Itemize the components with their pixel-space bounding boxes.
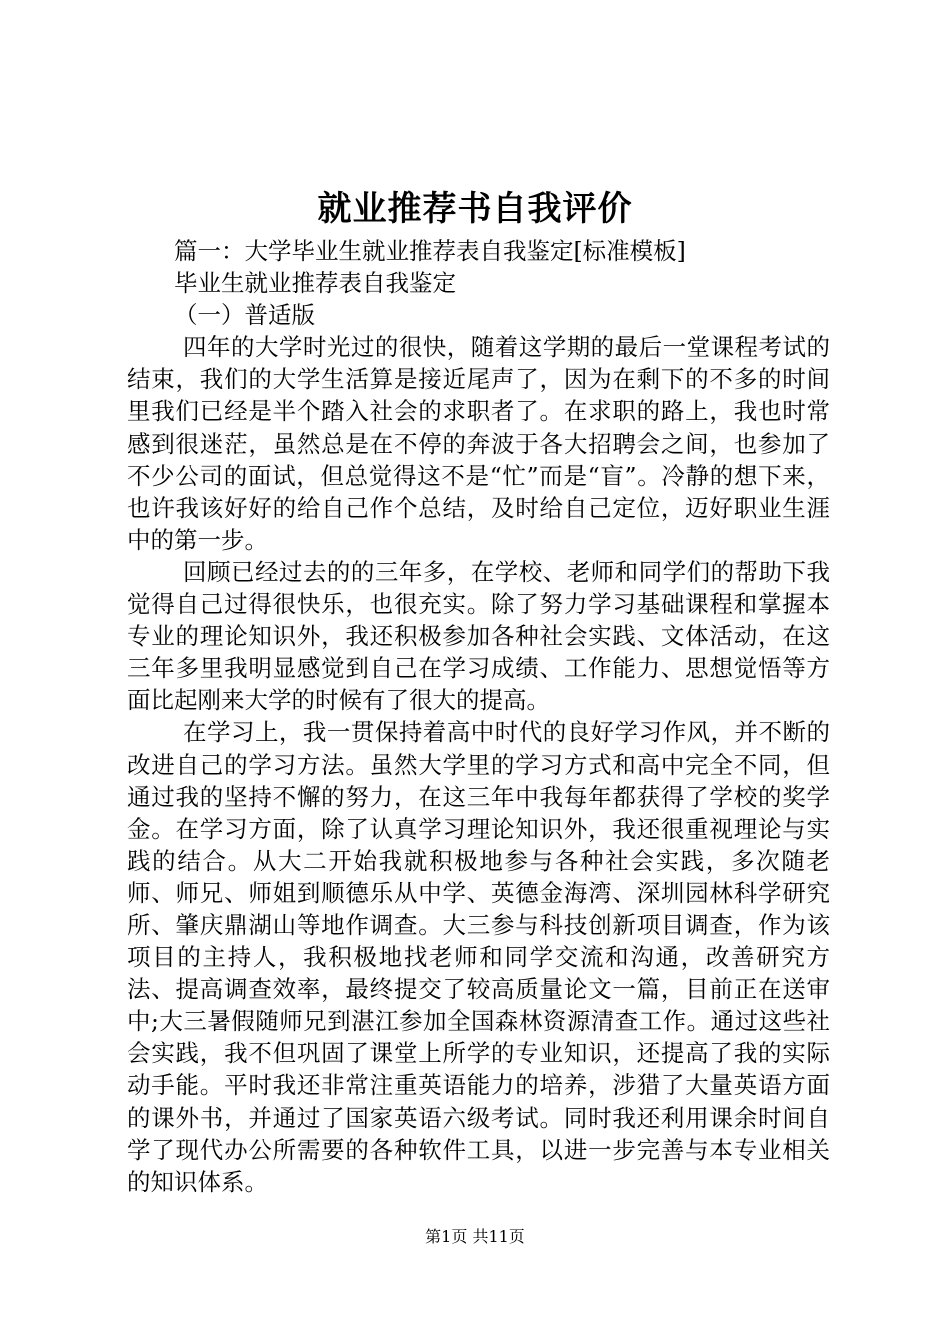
body-paragraph: 四年的大学时光过的很快，随着这学期的最后一堂课程考试的结束，我们的大学生活算是接近尾声了，因为在剩下的不多的时间里我们已经是半个踏入社会的求职者了。在求职的路上，我也时常感到很迷茫，虽然总是在不停的奔波于各大招聘会之间，也参加了不少公司的面试，但总觉得这不是“忙”而是“盲”。冷静的想下来，也许我该好好的给自己作个总结，及时给自己定位，迈好职业生涯中的第一步。 <box>127 333 830 554</box>
body-paragraph: 在学习上，我一贯保持着高中时代的良好学习作风，并不断的改进自己的学习方法。虽然大学里的学习方式和高中完全不同，但通过我的坚持不懈的努力，在这三年中我每年都获得了学校的奖学金。在学习方面，除了认真学习理论知识外，我还很重视理论与实践的结合。从大二开始我就积极地参与各种社会实践，多次随老师、师兄、师姐到顺德乐从中学、英德金海湾、深圳园林科学研究所、肇庆鼎湖山等地作调查。大三参与科技创新项目调查，作为该项目的主持人，我积极地找老师和同学交流和沟通，改善研究方法、提高调查效率，最终提交了较高质量论文一篇，目前正在送审中;大三暑假随师兄到湛江参加全国森林资源清查工作。通过这些社会实践，我不但巩固了课堂上所学的专业知识，还提高了我的实际动手能。平时我还非常注重英语能力的培养，涉猎了大量英语方面的课外书，并通过了国家英语六级考试。同时我还利用课余时间自学了现代办公所需要的各种软件工具，以进一步完善与本专业相关的知识体系。 <box>127 718 830 1196</box>
page-number-footer: 第1页 共11页 <box>425 1227 525 1246</box>
document-title: 就业推荐书自我评价 <box>317 189 633 229</box>
section-heading: 篇一：大学毕业生就业推荐表自我鉴定[标准模板] <box>174 237 686 265</box>
section-version-label: （一）普适版 <box>174 301 315 330</box>
document-body <box>127 235 830 1198</box>
section-subheading: 毕业生就业推荐表自我鉴定 <box>174 269 456 298</box>
body-paragraph: 回顾已经过去的的三年多，在学校、老师和同学们的帮助下我觉得自己过得很快乐，也很充实。除了努力学习基础课程和掌握本专业的理论知识外，我还积极参加各种社会实践、文体活动，在这三年多里我明显感觉到自己在学习成绩、工作能力、思想觉悟等方面比起刚来大学的时候有了很大的提高。 <box>127 557 830 715</box>
